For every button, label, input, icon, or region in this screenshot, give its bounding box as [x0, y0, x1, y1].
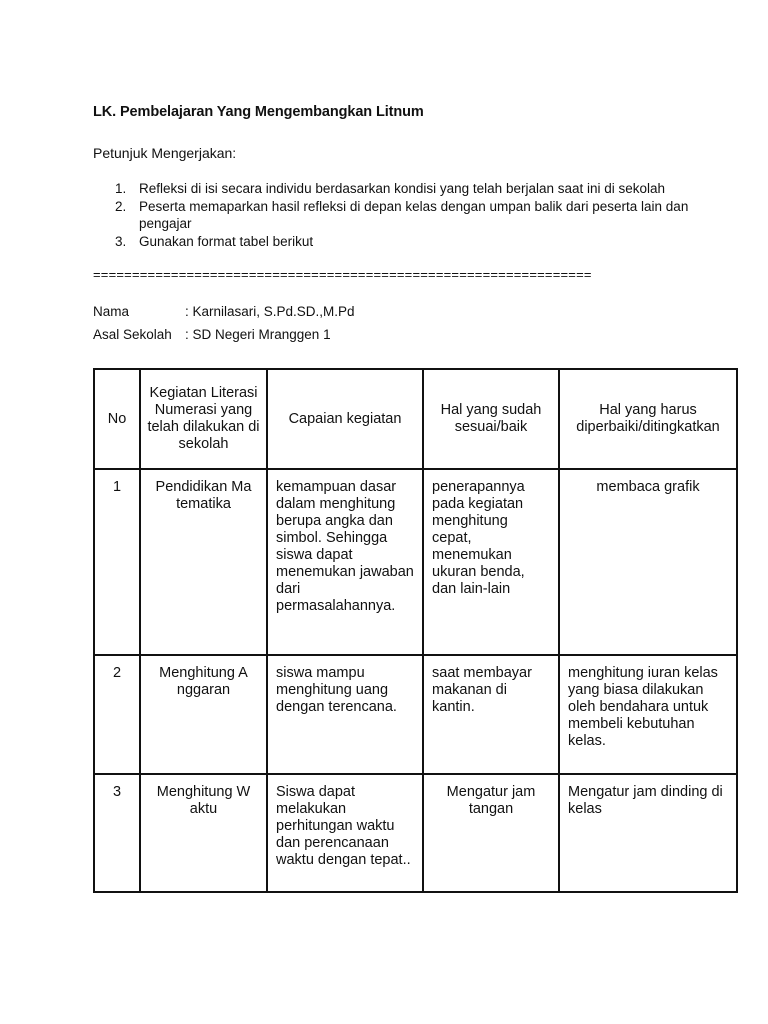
table-row [94, 655, 737, 774]
instruction-number: 3. [115, 233, 127, 249]
document-title: LK. Pembelajaran Yang Mengembangkan Litnum [93, 104, 424, 120]
reflection-table [93, 368, 738, 893]
cell-no: 3 [94, 774, 140, 892]
sekolah-label: Asal Sekolah [93, 327, 172, 342]
table-row [94, 774, 737, 892]
cell-capaian: siswa mampu menghitung uang dengan terencana. [267, 655, 423, 774]
instruction-item [93, 180, 693, 198]
cell-diperbaiki: membaca grafik [559, 469, 737, 655]
cell-capaian: kemampuan dasar dalam menghitung berupa angka dan simbol. Sehingga siswa dapat menemukan jawaban dari permasalahannya. [267, 469, 423, 655]
cell-sesuai: saat membayar makanan di kantin. [423, 655, 559, 774]
header-sesuai: Hal yang sudah sesuai/baik [423, 369, 559, 469]
nama-label: Nama [93, 304, 130, 319]
sekolah-value: : SD Negeri Mranggen 1 [185, 327, 331, 342]
sekolah-row [93, 327, 331, 342]
nama-row [93, 304, 355, 319]
cell-no: 2 [94, 655, 140, 774]
instruction-item [93, 233, 693, 251]
header-kegiatan: Kegiatan Literasi Numerasi yang telah dilakukan di sekolah [140, 369, 267, 469]
instructions-heading: Petunjuk Mengerjakan: [93, 145, 237, 161]
instruction-item [93, 198, 693, 233]
cell-no: 1 [94, 469, 140, 655]
cell-kegiatan: Menghitung A nggaran [140, 655, 267, 774]
instruction-text: Refleksi di isi secara individu berdasarkan kondisi yang telah berjalan saat ini di sekolah [139, 181, 666, 196]
cell-capaian: Siswa dapat melakukan perhitungan waktu dan perencanaan waktu dengan tepat.. [267, 774, 423, 892]
table-row [94, 469, 737, 655]
instruction-number: 1. [115, 181, 127, 196]
cell-kegiatan: Pendidikan Ma tematika [140, 469, 267, 655]
nama-value: : Karnilasari, S.Pd.SD.,M.Pd [185, 304, 355, 319]
cell-sesuai: Mengatur jam tangan [423, 774, 559, 892]
table-header-row [94, 369, 737, 469]
cell-sesuai: penerapannya pada kegiatan menghitung cepat, menemukan ukuran benda, dan lain-lain [423, 469, 559, 655]
cell-kegiatan: Menghitung W aktu [140, 774, 267, 892]
instruction-text: Gunakan format tabel berikut [139, 233, 314, 249]
header-capaian: Capaian kegiatan [267, 369, 423, 469]
header-no: No [94, 369, 140, 469]
instructions-list [93, 180, 693, 250]
cell-diperbaiki: menghitung iuran kelas yang biasa dilakukan oleh bendahara untuk membeli kebutuhan kelas. [559, 655, 737, 774]
divider-line: ================================================================ [93, 267, 592, 282]
cell-diperbaiki: Mengatur jam dinding di kelas [559, 774, 737, 892]
instruction-number: 2. [115, 198, 127, 214]
header-diperbaiki: Hal yang harus diperbaiki/ditingkatkan [559, 369, 737, 469]
instruction-text: Peserta memaparkan hasil refleksi di depan kelas dengan umpan balik dari peserta lain dan pengajar [139, 198, 689, 231]
